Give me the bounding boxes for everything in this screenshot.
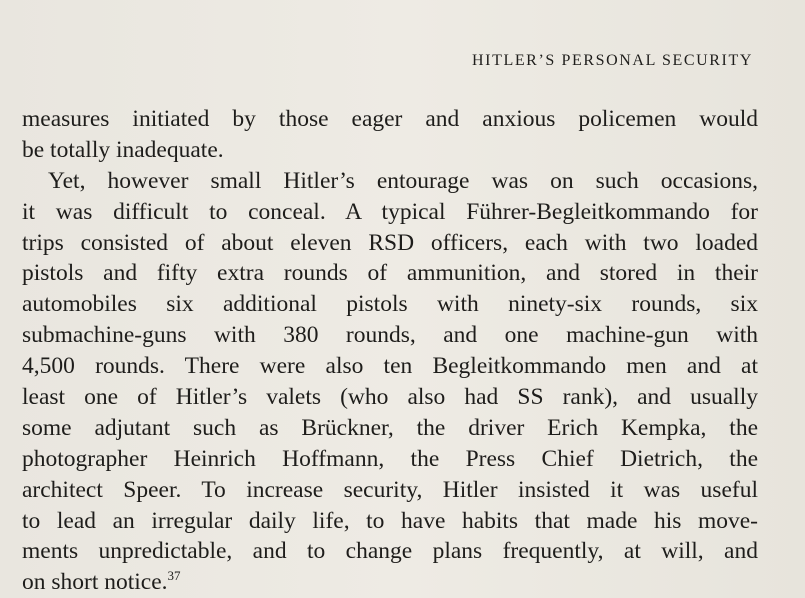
running-head: HITLER’S PERSONAL SECURITY <box>471 52 753 69</box>
text-line: it was difficult to conceal. A typical Führer-Begleitkommando for <box>22 198 758 225</box>
text-line: photographer Heinrich Hoffmann, the Press Chief Dietrich, the <box>22 445 758 472</box>
body-text <box>22 104 758 598</box>
footnote-reference: 37 <box>167 568 181 584</box>
text-line: least one of Hitler’s valets (who also had SS rank), and usually <box>22 384 758 411</box>
text-line: measures initiated by those eager and anxious policemen would <box>22 106 758 132</box>
text-line: on short notice. <box>22 569 168 596</box>
text-line: be totally inadequate. <box>22 136 224 163</box>
text-line: automobiles six additional pistols with ninety-six rounds, six <box>22 291 758 318</box>
text-line: Yet, however small Hitler’s entourage was on such occasions, <box>48 167 758 194</box>
text-line: some adjutant such as Brückner, the driver Erich Kempka, the <box>22 414 758 441</box>
text-line: submachine-guns with 380 rounds, and one machine-gun with <box>22 322 758 349</box>
text-line: ments unpredictable, and to change plans frequently, at will, and <box>22 538 758 565</box>
text-line: trips consisted of about eleven RSD officers, each with two loaded <box>22 229 758 256</box>
text-line: architect Speer. To increase security, Hitler insisted it was useful <box>22 476 758 503</box>
text-line: to lead an irregular daily life, to have habits that made his move- <box>22 507 758 534</box>
text-line: 4,500 rounds. There were also ten Begleitkommando men and at <box>22 353 758 380</box>
text-line: pistols and fifty extra rounds of ammunition, and stored in their <box>22 260 758 287</box>
text-line-last <box>22 567 758 598</box>
